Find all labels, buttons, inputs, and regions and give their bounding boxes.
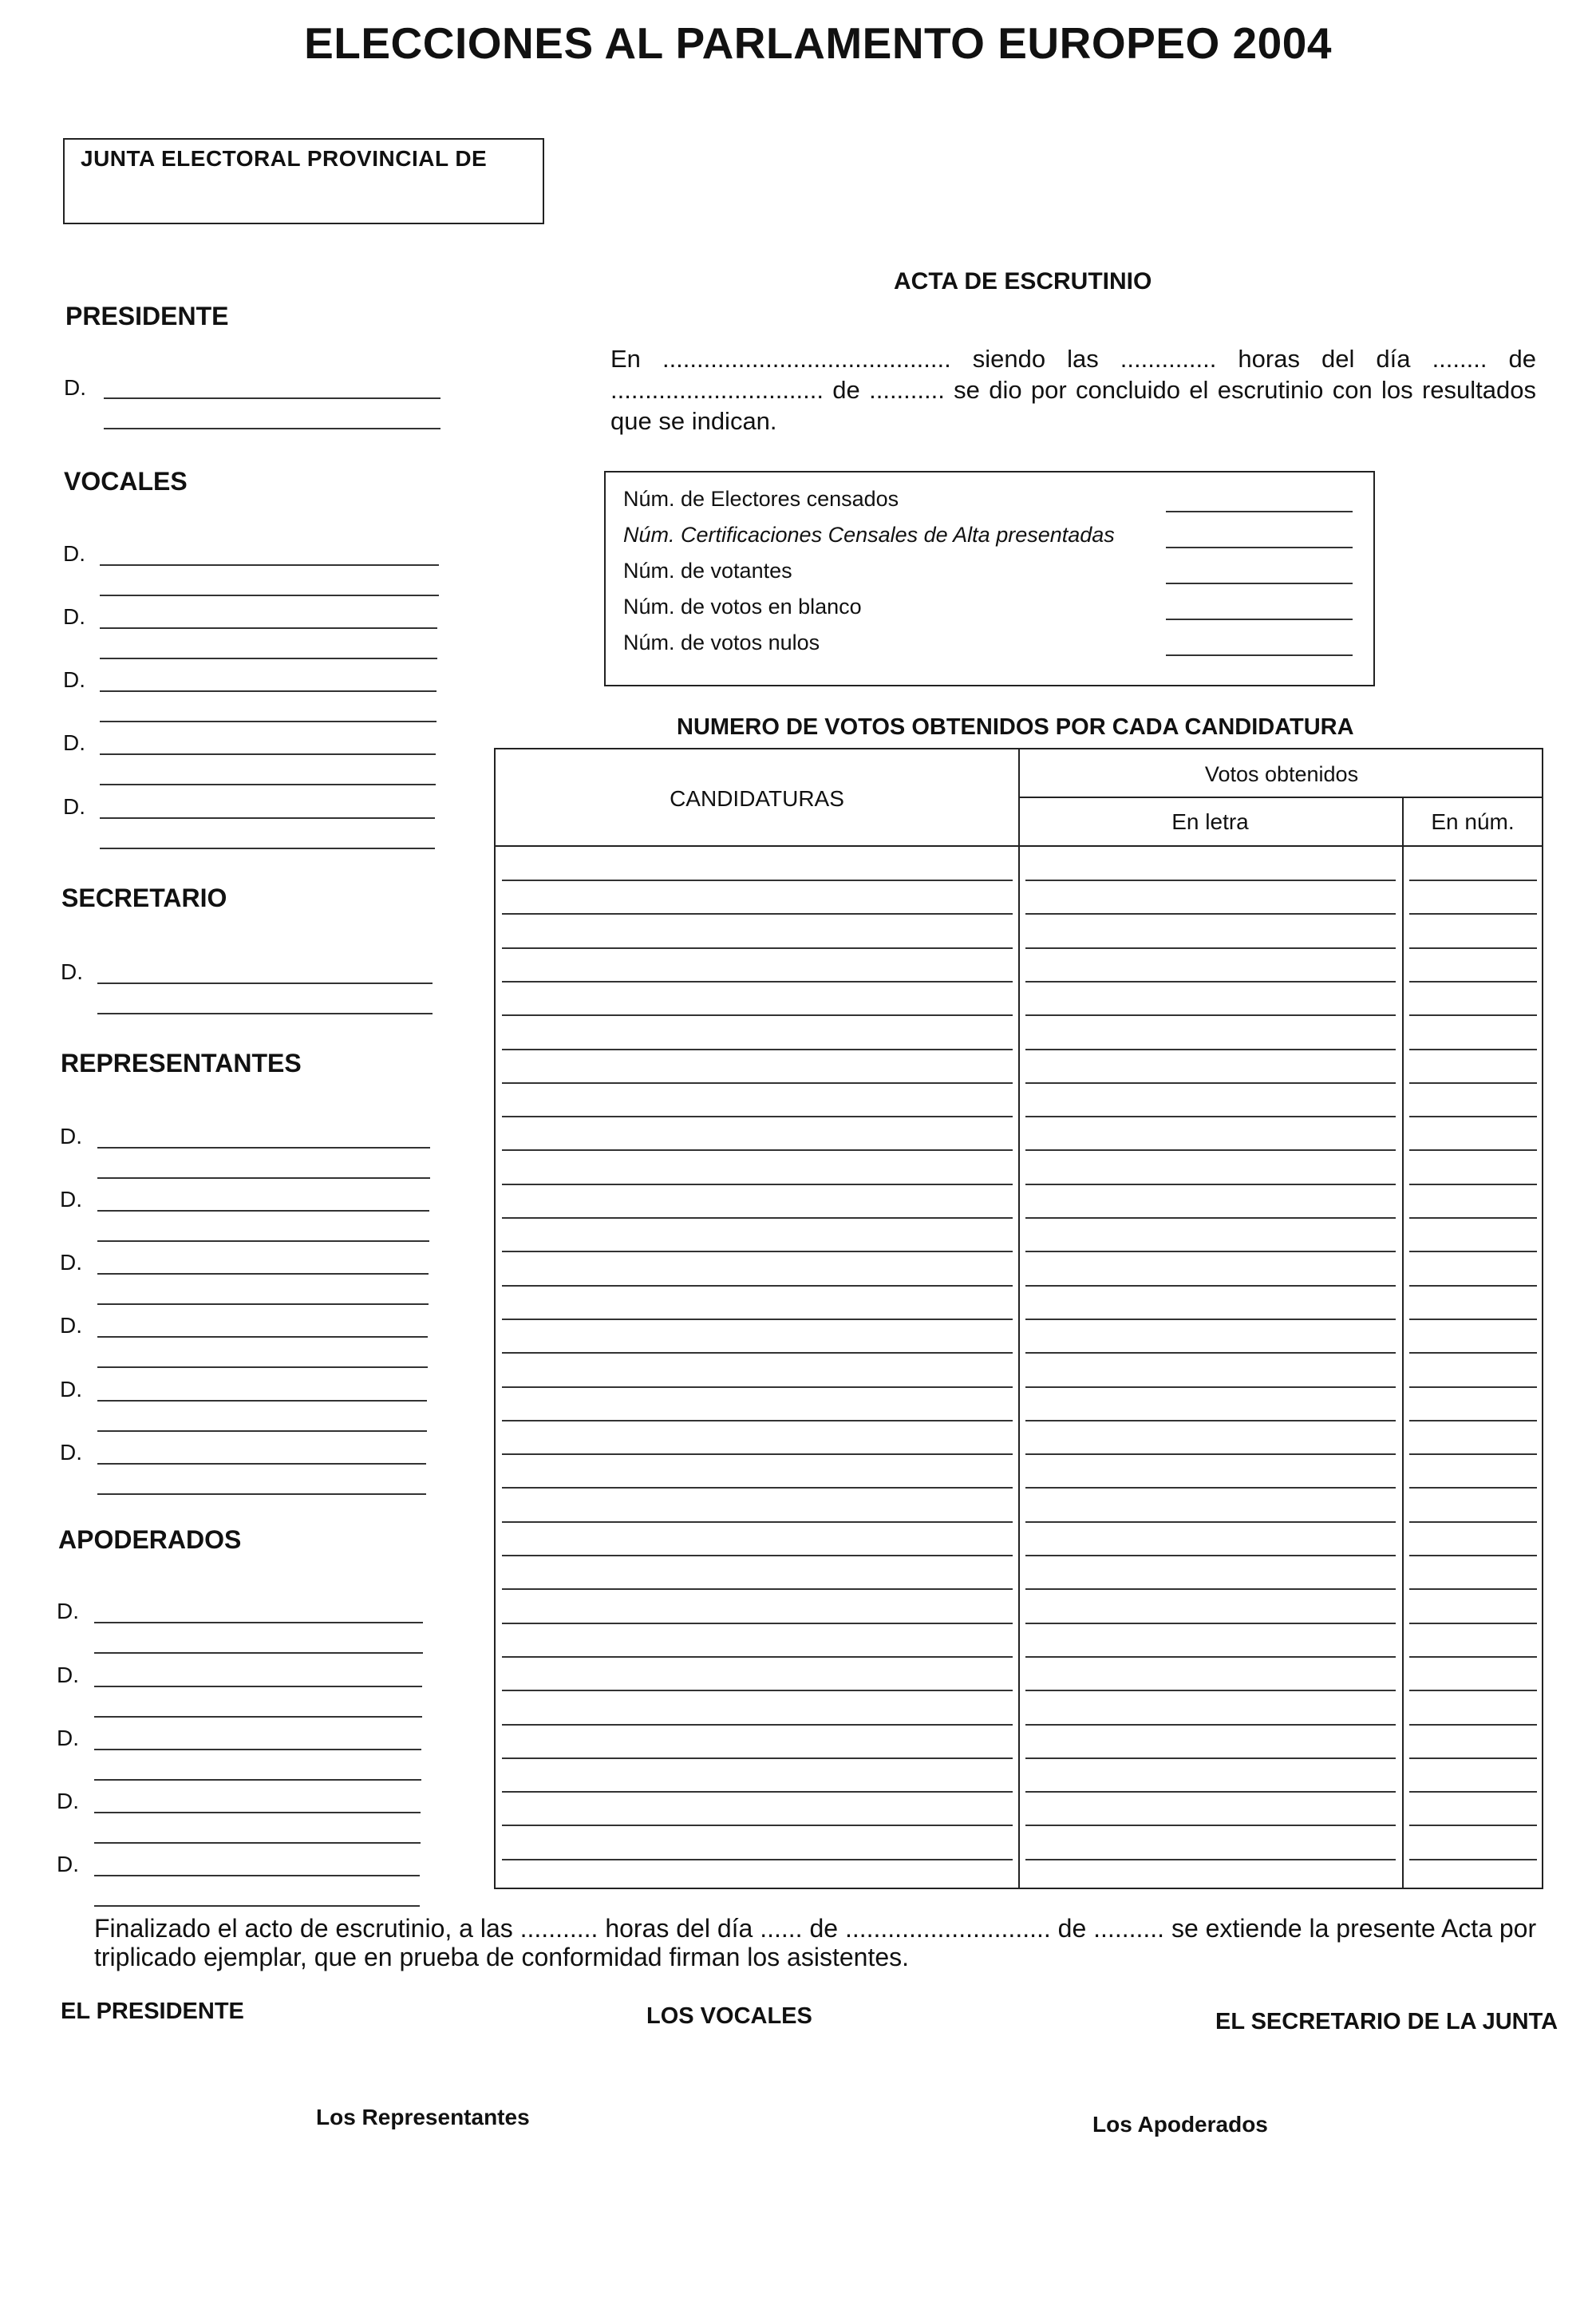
votes-entry-line[interactable] [1025, 1757, 1396, 1759]
name-line[interactable] [104, 428, 440, 429]
col-en-num: En núm. [1431, 809, 1515, 834]
votes-entry-line[interactable] [1409, 880, 1537, 881]
d-prefix-label: D. [57, 1726, 79, 1750]
votes-entry-line[interactable] [1025, 1285, 1396, 1287]
votes-entry-line[interactable] [1025, 1049, 1396, 1050]
d-prefix-label: D. [63, 604, 85, 629]
name-line[interactable] [100, 690, 437, 692]
votes-entry-line[interactable] [502, 1690, 1013, 1691]
name-line[interactable] [94, 1875, 420, 1876]
name-line[interactable] [100, 848, 435, 849]
name-line[interactable] [97, 1463, 426, 1465]
votes-entry-line[interactable] [1025, 1116, 1396, 1117]
votes-entry-line[interactable] [502, 1825, 1013, 1826]
votes-entry-line[interactable] [1409, 1859, 1537, 1860]
votes-entry-line[interactable] [1025, 1690, 1396, 1691]
votes-entry-line[interactable] [1025, 1521, 1396, 1523]
votes-entry-line[interactable] [1025, 1217, 1396, 1219]
name-line[interactable] [97, 1493, 426, 1495]
name-line[interactable] [97, 1400, 427, 1402]
d-prefix-label: D. [60, 1377, 82, 1402]
votes-entry-line[interactable] [1025, 1420, 1396, 1421]
votes-entry-line[interactable] [1025, 1555, 1396, 1556]
name-line[interactable] [97, 1303, 429, 1305]
apoderados-heading: APODERADOS [58, 1525, 242, 1554]
col-candidaturas: CANDIDATURAS [670, 786, 844, 811]
votes-entry-line[interactable] [1409, 1184, 1537, 1185]
votes-entry-line[interactable] [502, 1420, 1013, 1421]
stat-input-line[interactable] [1166, 619, 1353, 620]
junta-electoral-box[interactable] [63, 138, 544, 224]
secretario-heading: SECRETARIO [61, 884, 227, 912]
votes-entry-line[interactable] [1409, 1386, 1537, 1388]
name-line[interactable] [97, 1240, 429, 1242]
name-line[interactable] [100, 753, 436, 755]
votes-entry-line[interactable] [1409, 1656, 1537, 1658]
votes-entry-line[interactable] [1409, 1690, 1537, 1691]
name-line[interactable] [100, 564, 439, 566]
name-line[interactable] [100, 817, 435, 819]
name-line[interactable] [100, 595, 439, 596]
votes-entry-line[interactable] [1409, 1825, 1537, 1826]
votes-entry-line[interactable] [502, 1352, 1013, 1354]
name-line[interactable] [100, 721, 437, 722]
votes-entry-line[interactable] [1409, 1555, 1537, 1556]
d-prefix-label: D. [63, 541, 85, 566]
stat-label: Núm. de Electores censados [623, 487, 899, 511]
vocales-heading: VOCALES [64, 467, 188, 496]
votes-entry-line[interactable] [1025, 1623, 1396, 1624]
votes-entry-line[interactable] [502, 1521, 1013, 1523]
votes-entry-line[interactable] [1409, 1453, 1537, 1455]
votes-entry-line[interactable] [1025, 1319, 1396, 1320]
votes-entry-line[interactable] [1409, 1420, 1537, 1421]
votes-entry-line[interactable] [502, 981, 1013, 983]
name-line[interactable] [94, 1842, 421, 1844]
votes-entry-line[interactable] [1025, 880, 1396, 881]
votes-entry-line[interactable] [1025, 1251, 1396, 1252]
votes-entry-line[interactable] [1025, 1487, 1396, 1489]
name-line[interactable] [97, 1430, 427, 1432]
votes-entry-line[interactable] [502, 1555, 1013, 1556]
votes-entry-line[interactable] [502, 913, 1013, 915]
name-line[interactable] [94, 1716, 422, 1718]
votes-entry-line[interactable] [1409, 1082, 1537, 1084]
votes-entry-line[interactable] [1025, 1791, 1396, 1793]
votes-entry-line[interactable] [1025, 1386, 1396, 1388]
votes-entry-line[interactable] [1025, 981, 1396, 983]
d-prefix-label: D. [63, 730, 85, 755]
d-prefix-label: D. [60, 1124, 82, 1149]
sig-representantes: Los Representantes [316, 2105, 530, 2129]
votes-entry-line[interactable] [1025, 1014, 1396, 1016]
closing-paragraph: Finalizado el acto de escrutinio, a las ........... horas del día ...... de ............................. de .......... se extiende la presente Acta por triplicado ejemplar, que en prueba de conformidad firman los asistentes. [94, 1914, 1537, 1971]
votes-entry-line[interactable] [1409, 981, 1537, 983]
name-line[interactable] [97, 1210, 429, 1212]
votes-entry-line[interactable] [1025, 1149, 1396, 1151]
d-prefix-label: D. [57, 1789, 79, 1813]
votes-entry-line[interactable] [1409, 1724, 1537, 1726]
name-line[interactable] [97, 1336, 428, 1338]
sig-vocales: LOS VOCALES [646, 2003, 812, 2029]
votes-entry-line[interactable] [502, 1859, 1013, 1860]
name-line[interactable] [100, 658, 437, 659]
votes-entry-line[interactable] [1409, 1149, 1537, 1151]
votes-entry-line[interactable] [502, 1791, 1013, 1793]
sig-presidente: EL PRESIDENTE [61, 1999, 244, 2024]
acta-paragraph: En .......................................... siendo las .............. horas del día ........ de ............................... de ........... se dio por concluido el escrutinio con los resultados que se indican. [610, 345, 1536, 435]
name-line[interactable] [94, 1686, 422, 1687]
representantes-heading: REPRESENTANTES [61, 1049, 302, 1077]
name-line[interactable] [97, 1013, 433, 1014]
stats-box [604, 471, 1375, 686]
votes-entry-line[interactable] [502, 1049, 1013, 1050]
votes-entry-line[interactable] [502, 1082, 1013, 1084]
votes-entry-line[interactable] [1025, 1453, 1396, 1455]
votes-entry-line[interactable] [1409, 1521, 1537, 1523]
votes-entry-line[interactable] [502, 1285, 1013, 1287]
stat-label: Núm. Certificaciones Censales de Alta presentadas [623, 523, 1115, 547]
votes-entry-line[interactable] [502, 1724, 1013, 1726]
name-line[interactable] [97, 1273, 429, 1275]
votes-entry-line[interactable] [502, 1453, 1013, 1455]
stat-input-line[interactable] [1166, 547, 1353, 548]
stat-label: Núm. de votos en blanco [623, 595, 862, 619]
name-line[interactable] [94, 1779, 421, 1781]
votes-entry-line[interactable] [1025, 1656, 1396, 1658]
votes-table-title: NUMERO DE VOTOS OBTENIDOS POR CADA CANDIDATURA [677, 714, 1354, 740]
votes-entry-line[interactable] [1409, 1791, 1537, 1793]
votes-entry-line[interactable] [1409, 1251, 1537, 1252]
votes-entry-line[interactable] [1025, 947, 1396, 949]
votes-entry-line[interactable] [1409, 1487, 1537, 1489]
votes-table [494, 748, 1543, 1889]
votes-entry-line[interactable] [502, 1656, 1013, 1658]
d-prefix-label: D. [60, 1187, 82, 1212]
page-title: ELECCIONES AL PARLAMENTO EUROPEO 2004 [304, 18, 1332, 68]
name-line[interactable] [97, 1366, 428, 1368]
presidente-heading: PRESIDENTE [65, 302, 229, 330]
d-prefix-label: D. [63, 794, 85, 819]
name-line[interactable] [100, 627, 437, 629]
sig-secretario: EL SECRETARIO DE LA JUNTA [1215, 2009, 1558, 2034]
votes-entry-line[interactable] [1025, 1724, 1396, 1726]
name-line[interactable] [94, 1905, 420, 1907]
name-line[interactable] [97, 1177, 430, 1179]
votes-entry-line[interactable] [1025, 1184, 1396, 1185]
votes-entry-line[interactable] [502, 1184, 1013, 1185]
d-prefix-label: D. [57, 1599, 79, 1623]
votes-entry-line[interactable] [1409, 1319, 1537, 1320]
stat-label: Núm. de votantes [623, 559, 792, 583]
name-line[interactable] [97, 1147, 430, 1149]
votes-entry-line[interactable] [502, 1623, 1013, 1624]
name-line[interactable] [94, 1652, 423, 1654]
name-line[interactable] [94, 1812, 421, 1813]
votes-entry-line[interactable] [1025, 1352, 1396, 1354]
votes-entry-line[interactable] [1409, 947, 1537, 949]
votes-entry-line[interactable] [1025, 913, 1396, 915]
d-prefix-label: D. [57, 1663, 79, 1687]
d-prefix-label: D. [63, 667, 85, 692]
votes-entry-line[interactable] [502, 1251, 1013, 1252]
votes-entry-line[interactable] [502, 1217, 1013, 1219]
votes-entry-line[interactable] [502, 1487, 1013, 1489]
votes-entry-line[interactable] [502, 1588, 1013, 1590]
d-prefix-label: D. [64, 375, 86, 400]
stat-input-line[interactable] [1166, 654, 1353, 656]
votes-entry-line[interactable] [502, 1319, 1013, 1320]
d-prefix-label: D. [60, 1440, 82, 1465]
d-prefix-label: D. [57, 1852, 79, 1876]
votes-entry-line[interactable] [1409, 1588, 1537, 1590]
name-line[interactable] [94, 1622, 423, 1623]
name-line[interactable] [94, 1749, 421, 1750]
sig-apoderados: Los Apoderados [1092, 2112, 1268, 2137]
stat-input-line[interactable] [1166, 511, 1353, 512]
d-prefix-label: D. [60, 1313, 82, 1338]
stat-input-line[interactable] [1166, 583, 1353, 584]
d-prefix-label: D. [60, 1250, 82, 1275]
votes-entry-line[interactable] [1409, 1285, 1537, 1287]
votes-entry-line[interactable] [502, 1116, 1013, 1117]
votes-entry-line[interactable] [1409, 1757, 1537, 1759]
votes-entry-line[interactable] [502, 1014, 1013, 1016]
d-prefix-label: D. [61, 959, 83, 984]
votes-entry-line[interactable] [1409, 1623, 1537, 1624]
col-votos-obtenidos: Votos obtenidos [1204, 762, 1359, 786]
name-line[interactable] [97, 983, 433, 984]
votes-entry-line[interactable] [1025, 1588, 1396, 1590]
votes-entry-line[interactable] [502, 880, 1013, 881]
votes-entry-line[interactable] [1409, 913, 1537, 915]
votes-entry-line[interactable] [1409, 1116, 1537, 1117]
votes-entry-line[interactable] [1025, 1859, 1396, 1860]
votes-entry-line[interactable] [502, 1149, 1013, 1151]
name-line[interactable] [100, 784, 436, 785]
votes-entry-line[interactable] [1409, 1352, 1537, 1354]
votes-entry-line[interactable] [502, 1757, 1013, 1759]
votes-entry-line[interactable] [1409, 1014, 1537, 1016]
votes-entry-line[interactable] [1409, 1049, 1537, 1050]
name-line[interactable] [104, 397, 440, 399]
acta-title: ACTA DE ESCRUTINIO [894, 268, 1152, 295]
votes-entry-line[interactable] [1025, 1082, 1396, 1084]
junta-electoral-label: JUNTA ELECTORAL PROVINCIAL DE [81, 146, 488, 171]
stat-label: Núm. de votos nulos [623, 631, 820, 654]
votes-entry-line[interactable] [502, 947, 1013, 949]
votes-entry-line[interactable] [502, 1386, 1013, 1388]
col-en-letra: En letra [1171, 809, 1249, 834]
votes-entry-line[interactable] [1409, 1217, 1537, 1219]
votes-entry-line[interactable] [1025, 1825, 1396, 1826]
